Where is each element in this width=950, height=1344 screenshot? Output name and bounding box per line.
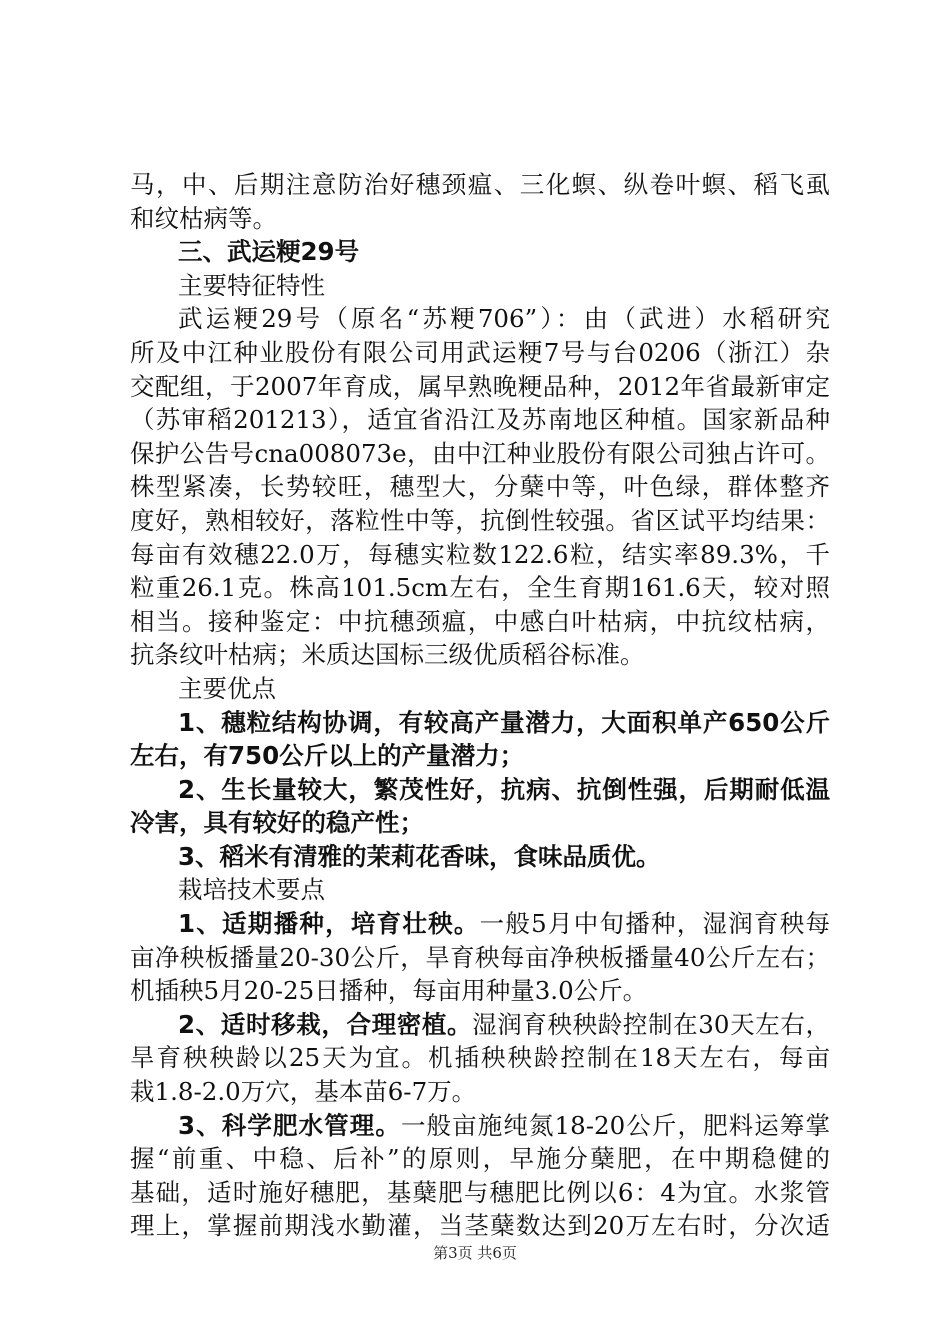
document-body bbox=[130, 168, 830, 1243]
text-line: 握“前重、中稳、后补”的原则，早施分蘖肥，在中期稳健的 bbox=[130, 1144, 830, 1174]
text-line: 武运粳29号（原名“苏粳706”）：由（武进）水稻研究 bbox=[178, 304, 830, 334]
text-line: 3、稻米有清雅的茉莉花香味，食味品质优。 bbox=[178, 841, 661, 871]
text-line: 株型紧凑，长势较旺，穗型大，分蘖中等，叶色绿，群体整齐 bbox=[130, 472, 830, 502]
text-line: 旱育秧秧龄以25天为宜。机插秧秧龄控制在18天左右，每亩 bbox=[130, 1043, 830, 1073]
paragraph-text: 湿润育秧秧龄控制在30天左右， bbox=[472, 1009, 830, 1039]
text-line: 交配组，于2007年育成，属早熟晚粳品种，2012年省最新审定 bbox=[130, 371, 830, 401]
text-line: 机插秧5月20-25日播种，每亩用种量3.0公斤。 bbox=[130, 976, 648, 1006]
text-line: 基础，适时施好穗肥，基蘖肥与穗肥比例以6：4为宜。水浆管 bbox=[130, 1177, 830, 1207]
text-line: 度好，熟相较好，落粒性中等，抗倒性较强。省区试平均结果： bbox=[130, 505, 830, 535]
text-line bbox=[130, 1008, 830, 1042]
paragraph-heading: 3、科学肥水管理。 bbox=[178, 1110, 401, 1140]
text-line: 主要特征特性 bbox=[178, 270, 325, 300]
paragraph-text: 一般5月中旬播种，湿润育秧每 bbox=[479, 909, 831, 939]
text-line: （苏审稻201213），适宜省沿江及苏南地区种植。国家新品种 bbox=[130, 405, 830, 435]
text-line: 理上，掌握前期浅水勤灌，当茎蘖数达到20万左右时，分次适 bbox=[130, 1211, 830, 1241]
text-line: 相当。接种鉴定：中抗穗颈瘟，中感白叶枯病，中抗纹枯病， bbox=[130, 606, 830, 636]
text-line: 所及中江种业股份有限公司用武运粳7号与台0206（浙江）杂 bbox=[130, 337, 830, 367]
text-line: 马，中、后期注意防治好穗颈瘟、三化螟、纵卷叶螟、稻飞虱 bbox=[130, 170, 830, 199]
text-line: 和纹枯病等。 bbox=[130, 203, 277, 233]
text-line: 1、穗粒结构协调，有较高产量潜力，大面积单产650公斤 bbox=[178, 707, 830, 737]
paragraph-heading: 2、适时移栽，合理密植。 bbox=[178, 1009, 473, 1039]
text-line bbox=[130, 907, 830, 941]
text-line: 三、武运粳29号 bbox=[178, 237, 360, 267]
text-line: 保护公告号cna008073e，由中江种业股份有限公司独占许可。 bbox=[130, 438, 830, 468]
text-line: 2、生长量较大，繁茂性好，抗病、抗倒性强，后期耐低温 bbox=[178, 774, 830, 804]
text-line: 每亩有效穗22.0万，每穗实粒数122.6粒，结实率89.3%，千 bbox=[130, 539, 830, 569]
text-line: 左右，有750公斤以上的产量潜力； bbox=[130, 741, 525, 771]
page-footer: 第3页 共6页 bbox=[433, 1244, 517, 1262]
text-line: 主要优点 bbox=[178, 673, 276, 703]
text-line: 抗条纹叶枯病；米质达国标三级优质稻谷标准。 bbox=[130, 640, 645, 670]
text-line: 亩净秧板播量20-30公斤，旱育秧每亩净秧板播量40公斤左右； bbox=[130, 942, 830, 972]
text-line: 粒重26.1克。株高101.5cm左右，全生育期161.6天，较对照 bbox=[130, 573, 830, 603]
paragraph-text: 一般亩施纯氮18-20公斤，肥料运筹掌 bbox=[400, 1110, 830, 1140]
text-line bbox=[130, 1109, 830, 1143]
text-line: 栽培技术要点 bbox=[178, 875, 325, 905]
text-line: 冷害，具有较好的稳产性； bbox=[130, 808, 424, 838]
paragraph-heading: 1、适期播种，培育壮秧。 bbox=[178, 909, 480, 939]
text-line: 栽1.8-2.0万穴，基本苗6-7万。 bbox=[130, 1077, 477, 1107]
